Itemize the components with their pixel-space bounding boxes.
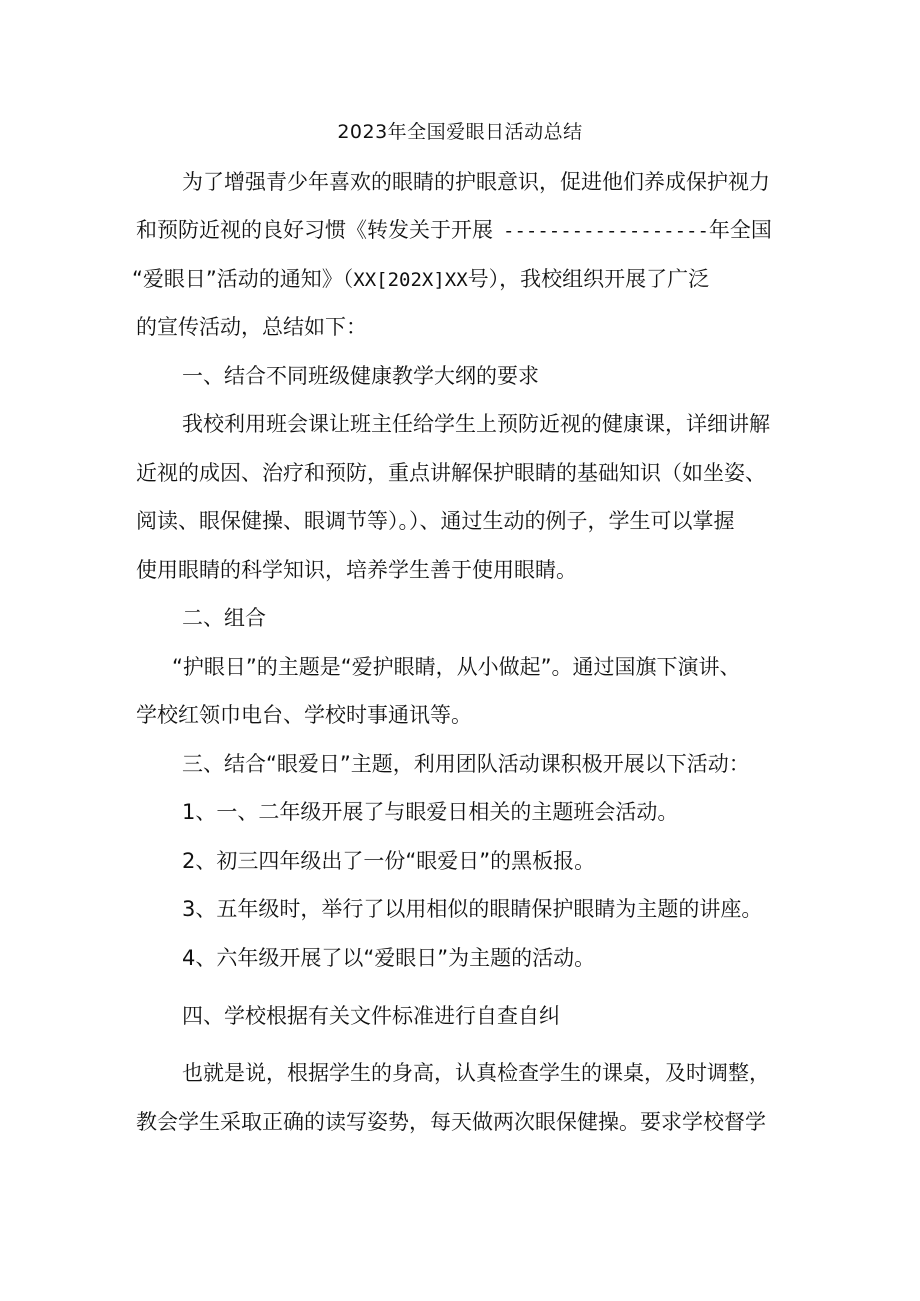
section-1-line-4: 使用眼睛的科学知识，培养学生善于使用眼睛。: [136, 558, 577, 582]
section-4-heading: 四、学校根据有关文件标准进行自查自纠: [182, 1004, 560, 1028]
document-number: XX[202X]XX: [353, 269, 468, 291]
intro-line-2-tail: 年全国: [708, 218, 772, 242]
section-4-line-2: 教会学生采取正确的读写姿势，每天做两次眼保健操。要求学校督学: [136, 1110, 766, 1134]
section-3-item: 4、六年级开展了以“爱眼日”为主题的活动。: [182, 946, 596, 970]
section-3-item: 3、五年级时，举行了以用相似的眼睛保护眼睛为主题的讲座。: [182, 897, 763, 921]
intro-line-3-text: “爱眼日”活动的通知》（: [132, 267, 354, 291]
section-1-line-3: 阅读、眼保健操、眼调节等）。）、通过生动的例子，学生可以掌握: [136, 509, 735, 533]
section-3-heading: 三、结合“眼爱日”主题，利用团队活动课积极开展以下活动：: [182, 752, 750, 776]
intro-line-4: 的宣传活动，总结如下：: [136, 315, 367, 339]
section-3-item: 1、一、二年级开展了与眼爱日相关的主题班会活动。: [182, 800, 679, 824]
section-2-line-1: “护眼日”的主题是“爱护眼睛，从小做起”。通过国旗下演讲、: [172, 655, 741, 679]
intro-dash-placeholder: ------------------: [503, 220, 709, 242]
document-title: 2023年全国爱眼日活动总结: [337, 121, 583, 143]
section-2-line-2: 学校红领巾电台、学校时事通讯等。: [136, 703, 472, 727]
section-4-line-1: 也就是说，根据学生的身高，认真检查学生的课桌，及时调整，: [182, 1061, 770, 1085]
section-3-item: 2、初三四年级出了一份“眼爱日”的黑板报。: [182, 849, 596, 873]
intro-line-2-text: 和预防近视的良好习惯《转发关于开展: [136, 218, 493, 242]
section-2-heading: 二、组合: [182, 606, 266, 630]
section-1-line-1: 我校利用班会课让班主任给学生上预防近视的健康课，详细讲解: [182, 412, 770, 436]
intro-line-3-tail: 号），我校组织开展了广泛: [467, 267, 710, 291]
section-1-heading: 一、结合不同班级健康教学大纲的要求: [182, 364, 539, 388]
intro-line-2: [136, 215, 772, 246]
section-1-line-2: 近视的成因、治疗和预防，重点讲解保护眼睛的基础知识（如坐姿、: [136, 461, 766, 485]
intro-line-1: 为了增强青少年喜欢的眼睛的护眼意识，促进他们养成保护视力: [182, 170, 770, 194]
intro-line-3: [132, 264, 709, 295]
